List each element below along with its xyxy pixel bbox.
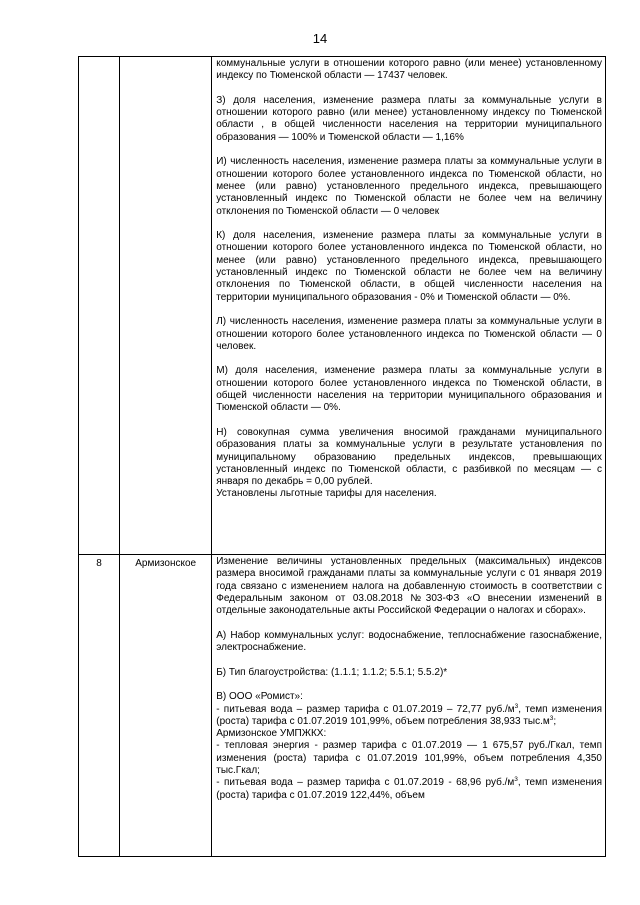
superscript: 3 [549,714,554,722]
paragraph: Н) совокупная сумма увеличения вносимой гражданами муниципального образования платы за коммунальные услуги в результате установления по муниципальному образованию предельных индексов, превышающих установленный индекс по Тюменской области, с разбивкой по месяцам — с января по декабрь = 0,00 рублей. [216,426,602,488]
municipality-name-cell: Армизонское [120,555,212,857]
text-fragment: - питьевая вода – размер тарифа с 01.07.2019 - 68,96 руб./м [216,777,515,789]
paragraph: А) Набор коммунальных услуг: водоснабжение, теплоснабжение газоснабжение, электроснабжение. [216,629,602,654]
paragraph: З) доля населения, изменение размера платы за коммунальные услуги в отношении которого равно (или менее) установленному индексу по Тюменской области , в общей численности населения на территории муниципального образования — 100% и Тюменской области — 1,16% [216,94,602,143]
paragraph: К) доля населения, изменение размера платы за коммунальные услуги в отношении которого более установленного индекса по Тюменской области, но менее (или равно) установленного предельного индекса, превышающего установленный индекс по Тюменской области не более чем на величину отклонения по Тюменской области, в общей численности населения на территории муниципального образования - 0% и Тюменской области — 0%. [216,230,602,303]
paragraph: Изменение величины установленных предельных (максимальных) индексов размера вносимой гражданами платы за коммунальные услуги с 01 января 2019 года связано с изменением налога на добавленную стоимость в соответствии с Федеральным законом от 03.08.2018 №303-ФЗ «О внесении изменений в отдельные законодательные акты Российской Федерации о налогах и сборах». [216,556,602,617]
paragraph: М) доля населения, изменение размера платы за коммунальные услуги в отношении которого более установленного индекса по Тюменской области, в общей численности населения на территории муниципального образования и Тюменской области — 0%. [216,365,602,414]
description-cell [212,555,606,857]
table-row [79,57,606,555]
text-fragment: , темп изменения (роста) тарифа с 01.07.2019 122,44%, объем [216,777,602,801]
description-cell [212,57,606,555]
page-number: 14 [312,31,328,46]
superscript: 3 [514,776,518,784]
paragraph: - тепловая энергия - размер тарифа с 01.07.2019 — 1 675,57 руб./Гкал, темп изменения (роста) тарифа с 01.07.2019 101,99%, объем потребления 4,350 тыс.Гкал; [216,740,602,777]
paragraph: В) ООО «Ромист»: [216,691,303,703]
paragraph [216,704,602,729]
paragraph: Л) численность населения, изменение размера платы за коммунальные услуги в отношении которого более установленного индекса по Тюменской области — 0 человек. [216,316,602,352]
table-row [79,555,606,857]
text-fragment: - питьевая вода – размер тарифа с 01.07.2019 – 72,77 руб./м [216,703,515,715]
tariff-table [78,56,606,857]
paragraph: коммунальные услуги в отношении которого равно (или менее) установленному индексу по Тюменской области — 17437 человек. [216,58,602,82]
closing-paragraph: Установлены льготные тарифы для населения. [216,488,437,500]
row-number-cell: 8 [79,555,120,857]
paragraph: И) численность населения, изменение размера платы за коммунальные услуги в отношении которого более установленного индекса по Тюменской области, но менее (или равно) установленного предельного индекса, превышающего установленный индекс по Тюменской области не более чем на величину отклонения по Тюменской области — 0 человек [216,156,602,217]
municipality-name-cell [120,57,212,555]
superscript: 3 [514,702,519,710]
text-fragment: ; [553,715,557,727]
text-fragment: , темп изменения (роста) тарифа с 01.07.2019 101,99%, объем потребления 38,933 тыс.м [216,703,603,727]
paragraph [216,777,602,802]
paragraph: Б) Тип благоустройства: (1.1.1; 1.1.2; 5.5.1; 5.5.2)* [216,666,448,678]
row-number-cell [79,57,120,555]
paragraph: Армизонское УМПЖКХ: [216,728,327,740]
